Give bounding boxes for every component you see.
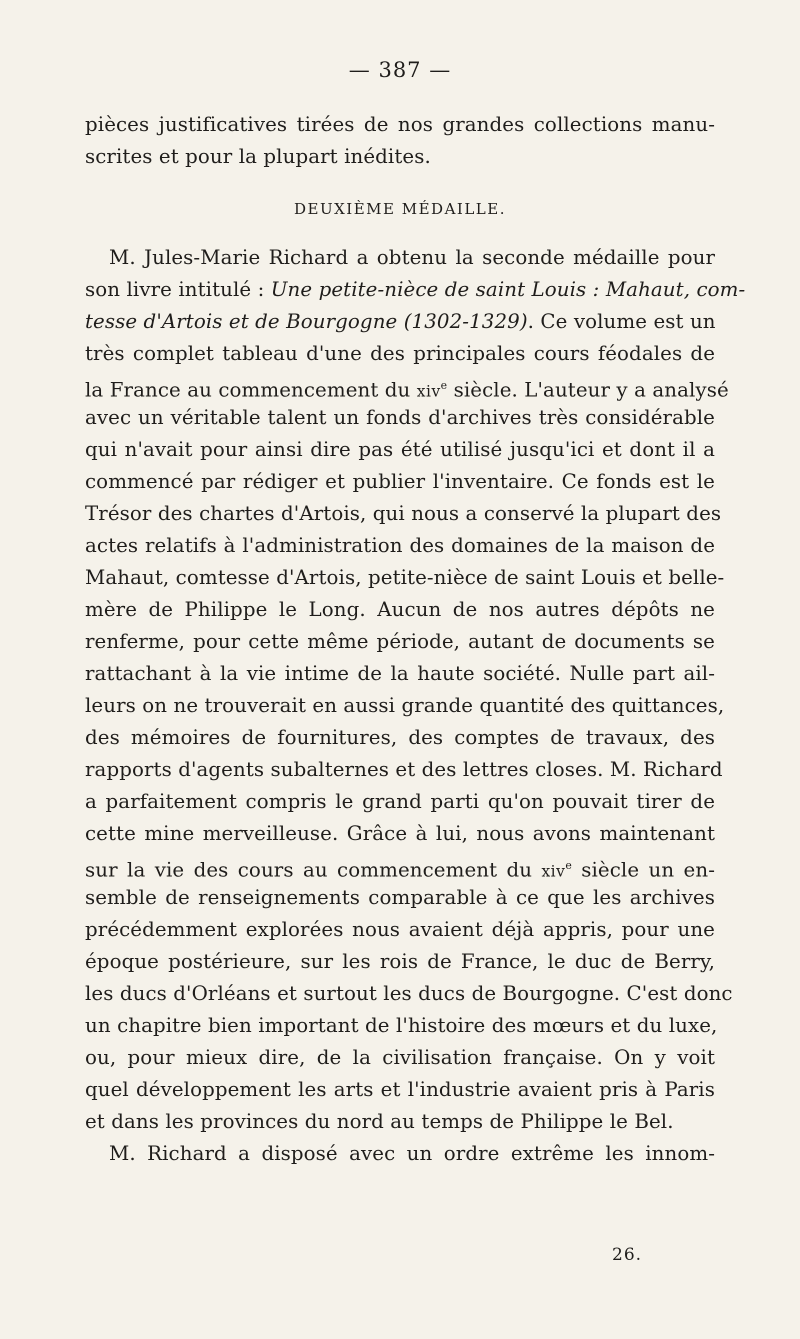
text-line: Trésor des chartes d'Artois, qui nous a conservé la plupart des: [85, 502, 722, 525]
text-line: avec un véritable talent un fonds d'archives très considérable: [85, 406, 715, 429]
text-line: renferme, pour cette même période, autant de documents se: [85, 630, 715, 653]
text-run: sur la vie des cours au commencement du: [85, 858, 542, 882]
text-line: cette mine merveilleuse. Grâce à lui, nous avons maintenant: [85, 822, 715, 845]
page-number: — 387 —: [348, 58, 452, 82]
text-line: rapports d'agents subalternes et des lettres closes. M. Richard: [85, 758, 723, 781]
text-line: un chapitre bien important de l'histoire des mœurs et du luxe,: [85, 1014, 718, 1037]
text-line: [85, 370, 729, 402]
text-run: . Ce volume est un: [527, 310, 716, 333]
paragraph-main: [85, 242, 746, 1170]
text-line: pièces justificatives tirées de nos grandes collections manu-: [85, 113, 715, 136]
text-line: époque postérieure, sur les rois de France, le duc de Berry,: [85, 950, 715, 973]
superscript: e: [565, 859, 572, 872]
signature-mark: 26.: [612, 1245, 643, 1265]
text-line: qui n'avait pour ainsi dire pas été utilisé jusqu'ici et dont il a: [85, 438, 715, 461]
text-line: commencé par rédiger et publier l'inventaire. Ce fonds est le: [85, 470, 715, 493]
text-line: M. Richard a disposé avec un ordre extrême les innom-: [109, 1142, 715, 1165]
text-line: actes relatifs à l'administration des domaines de la maison de: [85, 534, 715, 557]
text-line: semble de renseignements comparable à ce que les archives: [85, 886, 715, 909]
text-line: leurs on ne trouverait en aussi grande quantité des quittances,: [85, 694, 725, 717]
text-line: mère de Philippe le Long. Aucun de nos autres dépôts ne: [85, 598, 715, 621]
text-line: Mahaut, comtesse d'Artois, petite-nièce de saint Louis et belle-: [85, 566, 725, 589]
text-run: siècle un en-: [571, 858, 715, 882]
century-numeral: xiv: [416, 382, 441, 401]
text-line: les ducs d'Orléans et surtout les ducs de Bourgogne. C'est donc: [85, 982, 733, 1005]
text-line: [85, 306, 715, 338]
text-line: a parfaitement compris le grand parti qu'on pouvait tirer de: [85, 790, 715, 813]
text-run: son livre intitulé :: [85, 278, 271, 301]
book-title: Une petite-nièce de saint Louis : Mahaut, com-: [270, 278, 746, 301]
paragraph-top: [85, 109, 715, 173]
text-run: siècle. L'auteur y a analysé: [447, 378, 729, 402]
section-title: DEUXIÈME MÉDAILLE.: [294, 200, 506, 218]
text-line: rattachant à la vie intime de la haute société. Nulle part ail-: [85, 662, 715, 685]
text-run: la France au commencement du: [85, 378, 417, 402]
book-title: tesse d'Artois et de Bourgogne (1302-1329): [85, 310, 528, 333]
text-line: et dans les provinces du nord au temps de Philippe le Bel.: [85, 1110, 674, 1133]
superscript: e: [440, 379, 448, 392]
text-line: quel développement les arts et l'industrie avaient pris à Paris: [85, 1078, 715, 1101]
text-line: [85, 274, 746, 306]
text-line: scrites et pour la plupart inédites.: [85, 145, 431, 168]
text-line: ou, pour mieux dire, de la civilisation française. On y voit: [85, 1046, 715, 1069]
text-line: très complet tableau d'une des principales cours féodales de: [85, 342, 715, 365]
century-numeral: xiv: [541, 862, 566, 881]
text-line: des mémoires de fournitures, des comptes de travaux, des: [85, 726, 715, 749]
text-line: [85, 850, 715, 882]
text-line: M. Jules-Marie Richard a obtenu la seconde médaille pour: [109, 246, 715, 269]
text-line: précédemment explorées nous avaient déjà appris, pour une: [85, 918, 715, 941]
